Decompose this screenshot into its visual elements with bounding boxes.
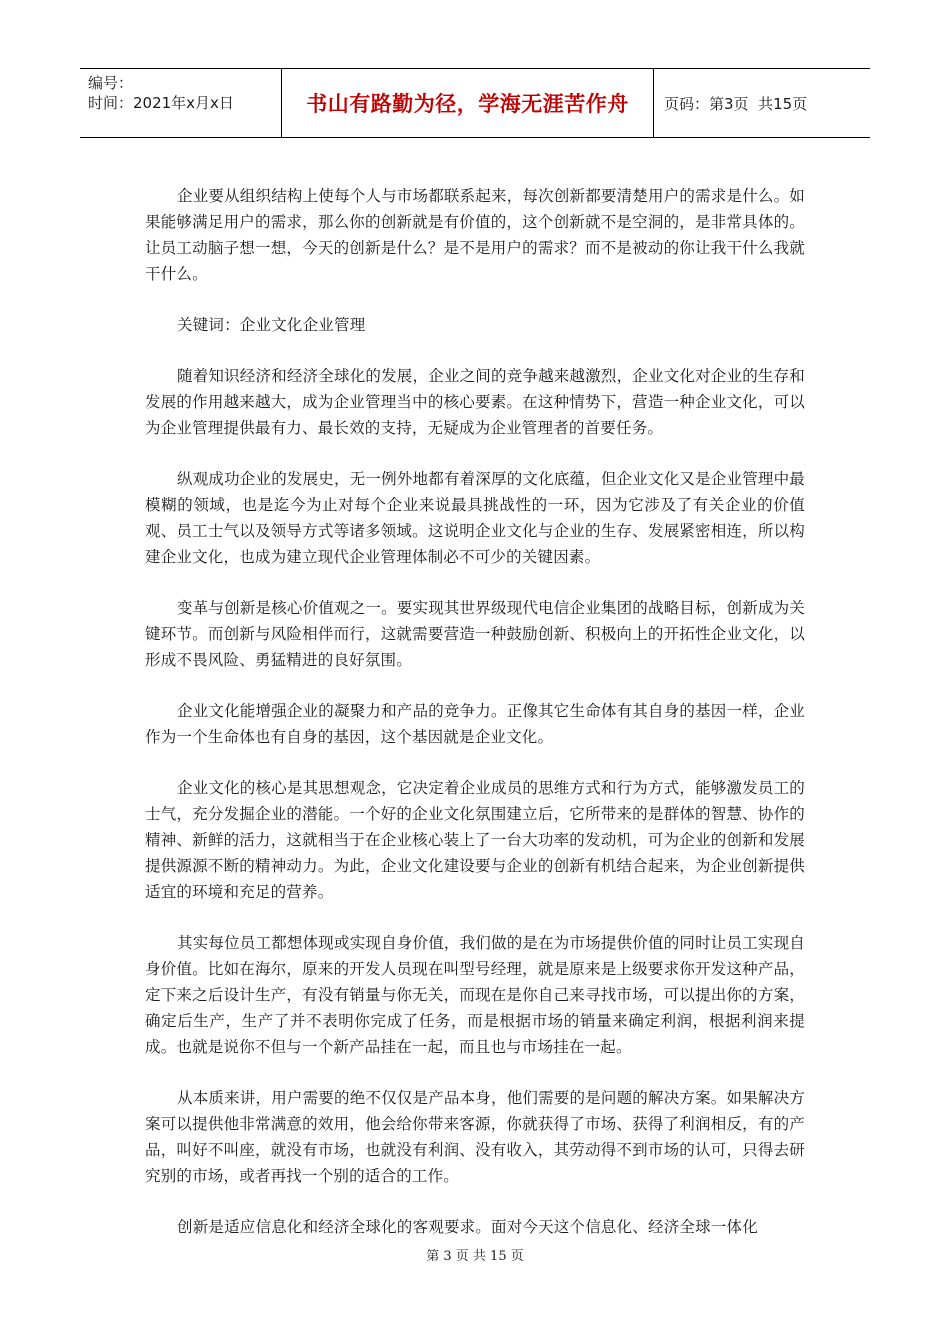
paragraph: 从本质来讲，用户需要的绝不仅仅是产品本身，他们需要的是问题的解决方案。如果解决方案可以提供他非常满意的效用，他会给你带来客源，你就获得了市场、获得了利润相反，有的产品，叫好不叫座，就没有市场，也就没有利润、没有收入，其劳动得不到市场的认可，只得去研究别的市场，或者再找一个别的适合的工作。: [145, 1089, 806, 1185]
paragraph: 创新是适应信息化和经济全球化的客观要求。面对今天这个信息化、经济全球一体化: [177, 1218, 758, 1236]
keywords-line: 关键词：企业文化企业管理: [177, 316, 366, 334]
document-body: [145, 183, 805, 1265]
page-footer: 第 3 页 共 15 页: [426, 1249, 524, 1264]
header-page-info: [654, 69, 870, 137]
page-number-label: 页码：第3页 共15页: [664, 94, 808, 113]
document-number-label: 编号：: [88, 74, 134, 92]
paragraph: 纵观成功企业的发展史，无一例外地都有着深厚的文化底蕴，但企业文化又是企业管理中最模糊的领域，也是迄今为止对每个企业来说最具挑战性的一环，因为它涉及了有关企业的价值观、员工士气以及领导方式等诸多领域。这说明企业文化与企业的生存、发展紧密相连，所以构建企业文化，也成为建立现代企业管理体制必不可少的关键因素。: [145, 470, 806, 566]
paragraph: 企业文化的核心是其思想观念，它决定着企业成员的思维方式和行为方式，能够激发员工的士气，充分发掘企业的潜能。一个好的企业文化氛围建立后，它所带来的是群体的智慧、协作的精神、新鲜的活力，这就相当于在企业核心装上了一台大功率的发动机，可为企业的创新和发展提供源源不断的精神动力。为此，企业文化建设要与企业的创新有机结合起来，为企业创新提供适宜的环境和充足的营养。: [145, 779, 806, 901]
paragraph: 变革与创新是核心价值观之一。要实现其世界级现代电信企业集团的战略目标，创新成为关键环节。而创新与风险相伴而行，这就需要营造一种鼓励创新、积极向上的开拓性企业文化，以形成不畏风险、勇猛精进的良好氛围。: [145, 599, 806, 669]
header-meta: [80, 69, 282, 137]
paragraph: 企业文化能增强企业的凝聚力和产品的竞争力。正像其它生命体有其自身的基因一样，企业作为一个生命体也有自身的基因，这个基因就是企业文化。: [145, 702, 806, 746]
paragraph: 其实每位员工都想体现或实现自身价值，我们做的是在为市场提供价值的同时让员工实现自身价值。比如在海尔，原来的开发人员现在叫型号经理，就是原来是上级要求你开发这种产品，定下来之后设计生产，有没有销量与你无关，而现在是你自己来寻找市场，可以提出你的方案，确定后生产，生产了并不表明你完成了任务，而是根据市场的销量来确定利润，根据利润来提成。也就是说你不但与一个新产品挂在一起，而且也与市场挂在一起。: [145, 934, 806, 1056]
paragraph: 企业要从组织结构上使每个人与市场都联系起来，每次创新都要清楚用户的需求是什么。如果能够满足用户的需求，那么你的创新就是有价值的，这个创新就不是空洞的，是非常具体的。让员工动脑子想一想，今天的创新是什么？是不是用户的需求？而不是被动的你让我干什么我就干什么。: [145, 187, 806, 283]
page-header: [80, 68, 870, 138]
header-motto: 书山有路勤为径，学海无涯苦作舟: [282, 69, 654, 137]
document-time-label: 时间：2021年x月x日: [88, 94, 234, 112]
paragraph: 随着知识经济和经济全球化的发展，企业之间的竞争越来越激烈，企业文化对企业的生存和发展的作用越来越大，成为企业管理当中的核心要素。在这种情势下，营造一种企业文化，可以为企业管理提供最有力、最长效的支持，无疑成为企业管理者的首要任务。: [145, 367, 806, 437]
